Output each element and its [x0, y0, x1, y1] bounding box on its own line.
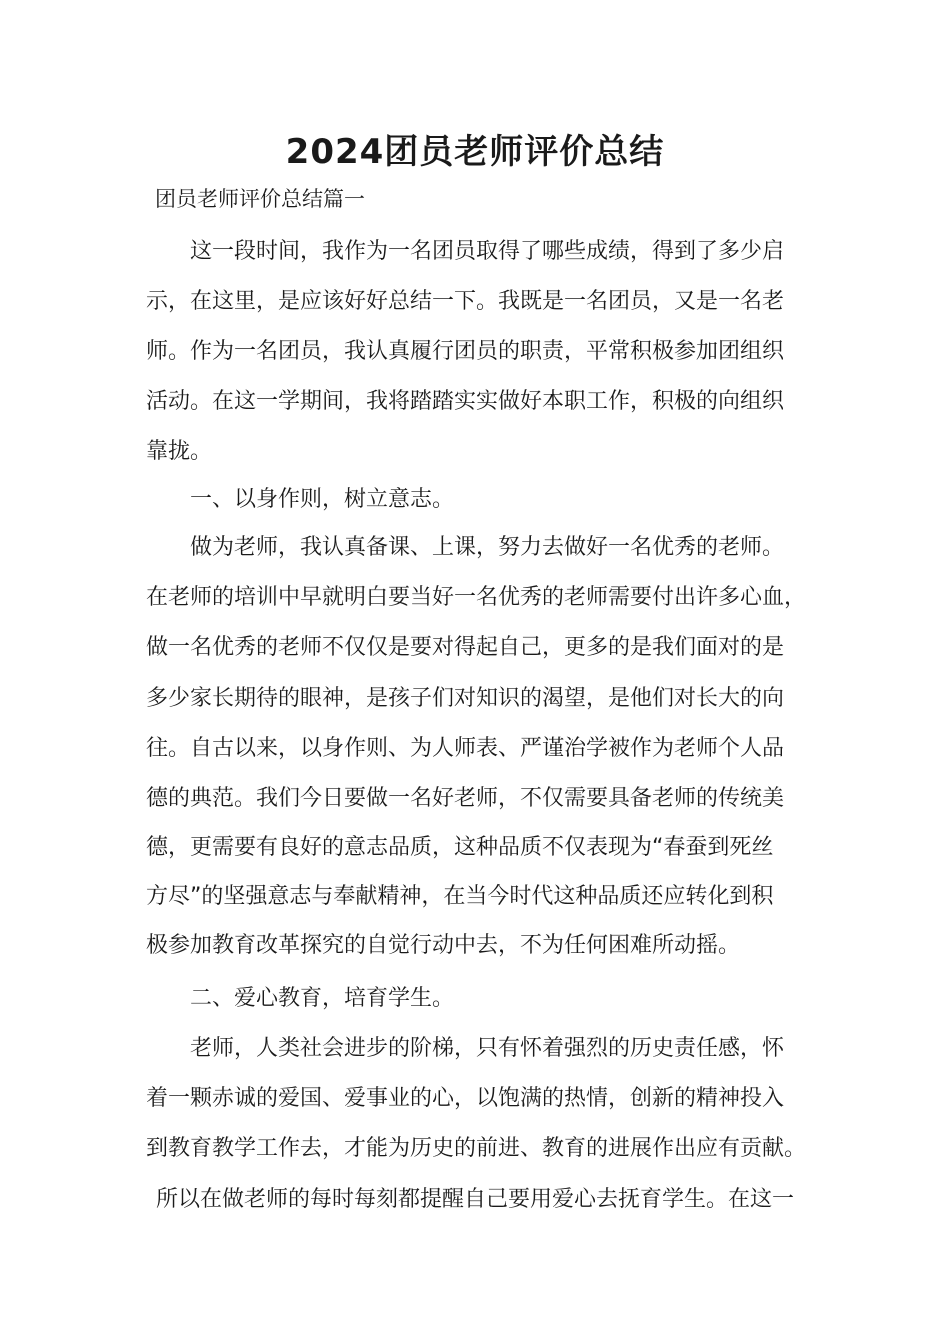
- paragraph-line: 这一段时间，我作为一名团员取得了哪些成绩，得到了多少启: [190, 239, 785, 264]
- paragraph-line: 在老师的培训中早就明白要当好一名优秀的老师需要付出许多心血，: [146, 585, 807, 610]
- paragraph-line: 靠拢。: [146, 439, 213, 464]
- paragraph-line: 活动。在这一学期间，我将踏踏实实做好本职工作，积极的向组织: [146, 389, 785, 414]
- paragraph-line: 做为老师，我认真备课、上课，努力去做好一名优秀的老师。: [190, 535, 785, 560]
- section-heading: 二、爱心教育，培育学生。: [190, 986, 455, 1011]
- paragraph-line: 方尽”的坚强意志与奉献精神，在当今时代这种品质还应转化到积: [146, 884, 774, 909]
- paragraph-line: 德，更需要有良好的意志品质，这种品质不仅表现为“春蚕到死丝: [146, 835, 774, 860]
- paragraph-line: 德的典范。我们今日要做一名好老师，不仅需要具备老师的传统美: [146, 786, 785, 811]
- paragraph-line: 到教育教学工作去，才能为历史的前进、教育的进展作出应有贡献。: [146, 1136, 807, 1161]
- paragraph-line: 做一名优秀的老师不仅仅是要对得起自己，更多的是我们面对的是: [146, 635, 785, 660]
- paragraph-line: 极参加教育改革探究的自觉行动中去，不为任何困难所动摇。: [146, 933, 741, 958]
- section-heading: 一、以身作则，树立意志。: [190, 487, 455, 512]
- document-subtitle: 团员老师评价总结篇一: [155, 187, 365, 211]
- paragraph-line: 师。作为一名团员，我认真履行团员的职责，平常积极参加团组织: [146, 339, 785, 364]
- paragraph-line: 往。自古以来，以身作则、为人师表、严谨治学被作为老师个人品: [146, 736, 785, 761]
- paragraph-line: 示，在这里，是应该好好总结一下。我既是一名团员，又是一名老: [146, 289, 785, 314]
- paragraph-line: 多少家长期待的眼神，是孩子们对知识的渴望，是他们对长大的向: [146, 686, 785, 711]
- paragraph-line: 所以在做老师的每时每刻都提醒自己要用爱心去抚育学生。在这一: [156, 1187, 795, 1212]
- document-title: 2024团员老师评价总结: [285, 132, 665, 172]
- paragraph-line: 着一颗赤诚的爱国、爱事业的心，以饱满的热情，创新的精神投入: [146, 1086, 785, 1111]
- paragraph-line: 老师，人类社会进步的阶梯，只有怀着强烈的历史责任感，怀: [190, 1036, 785, 1061]
